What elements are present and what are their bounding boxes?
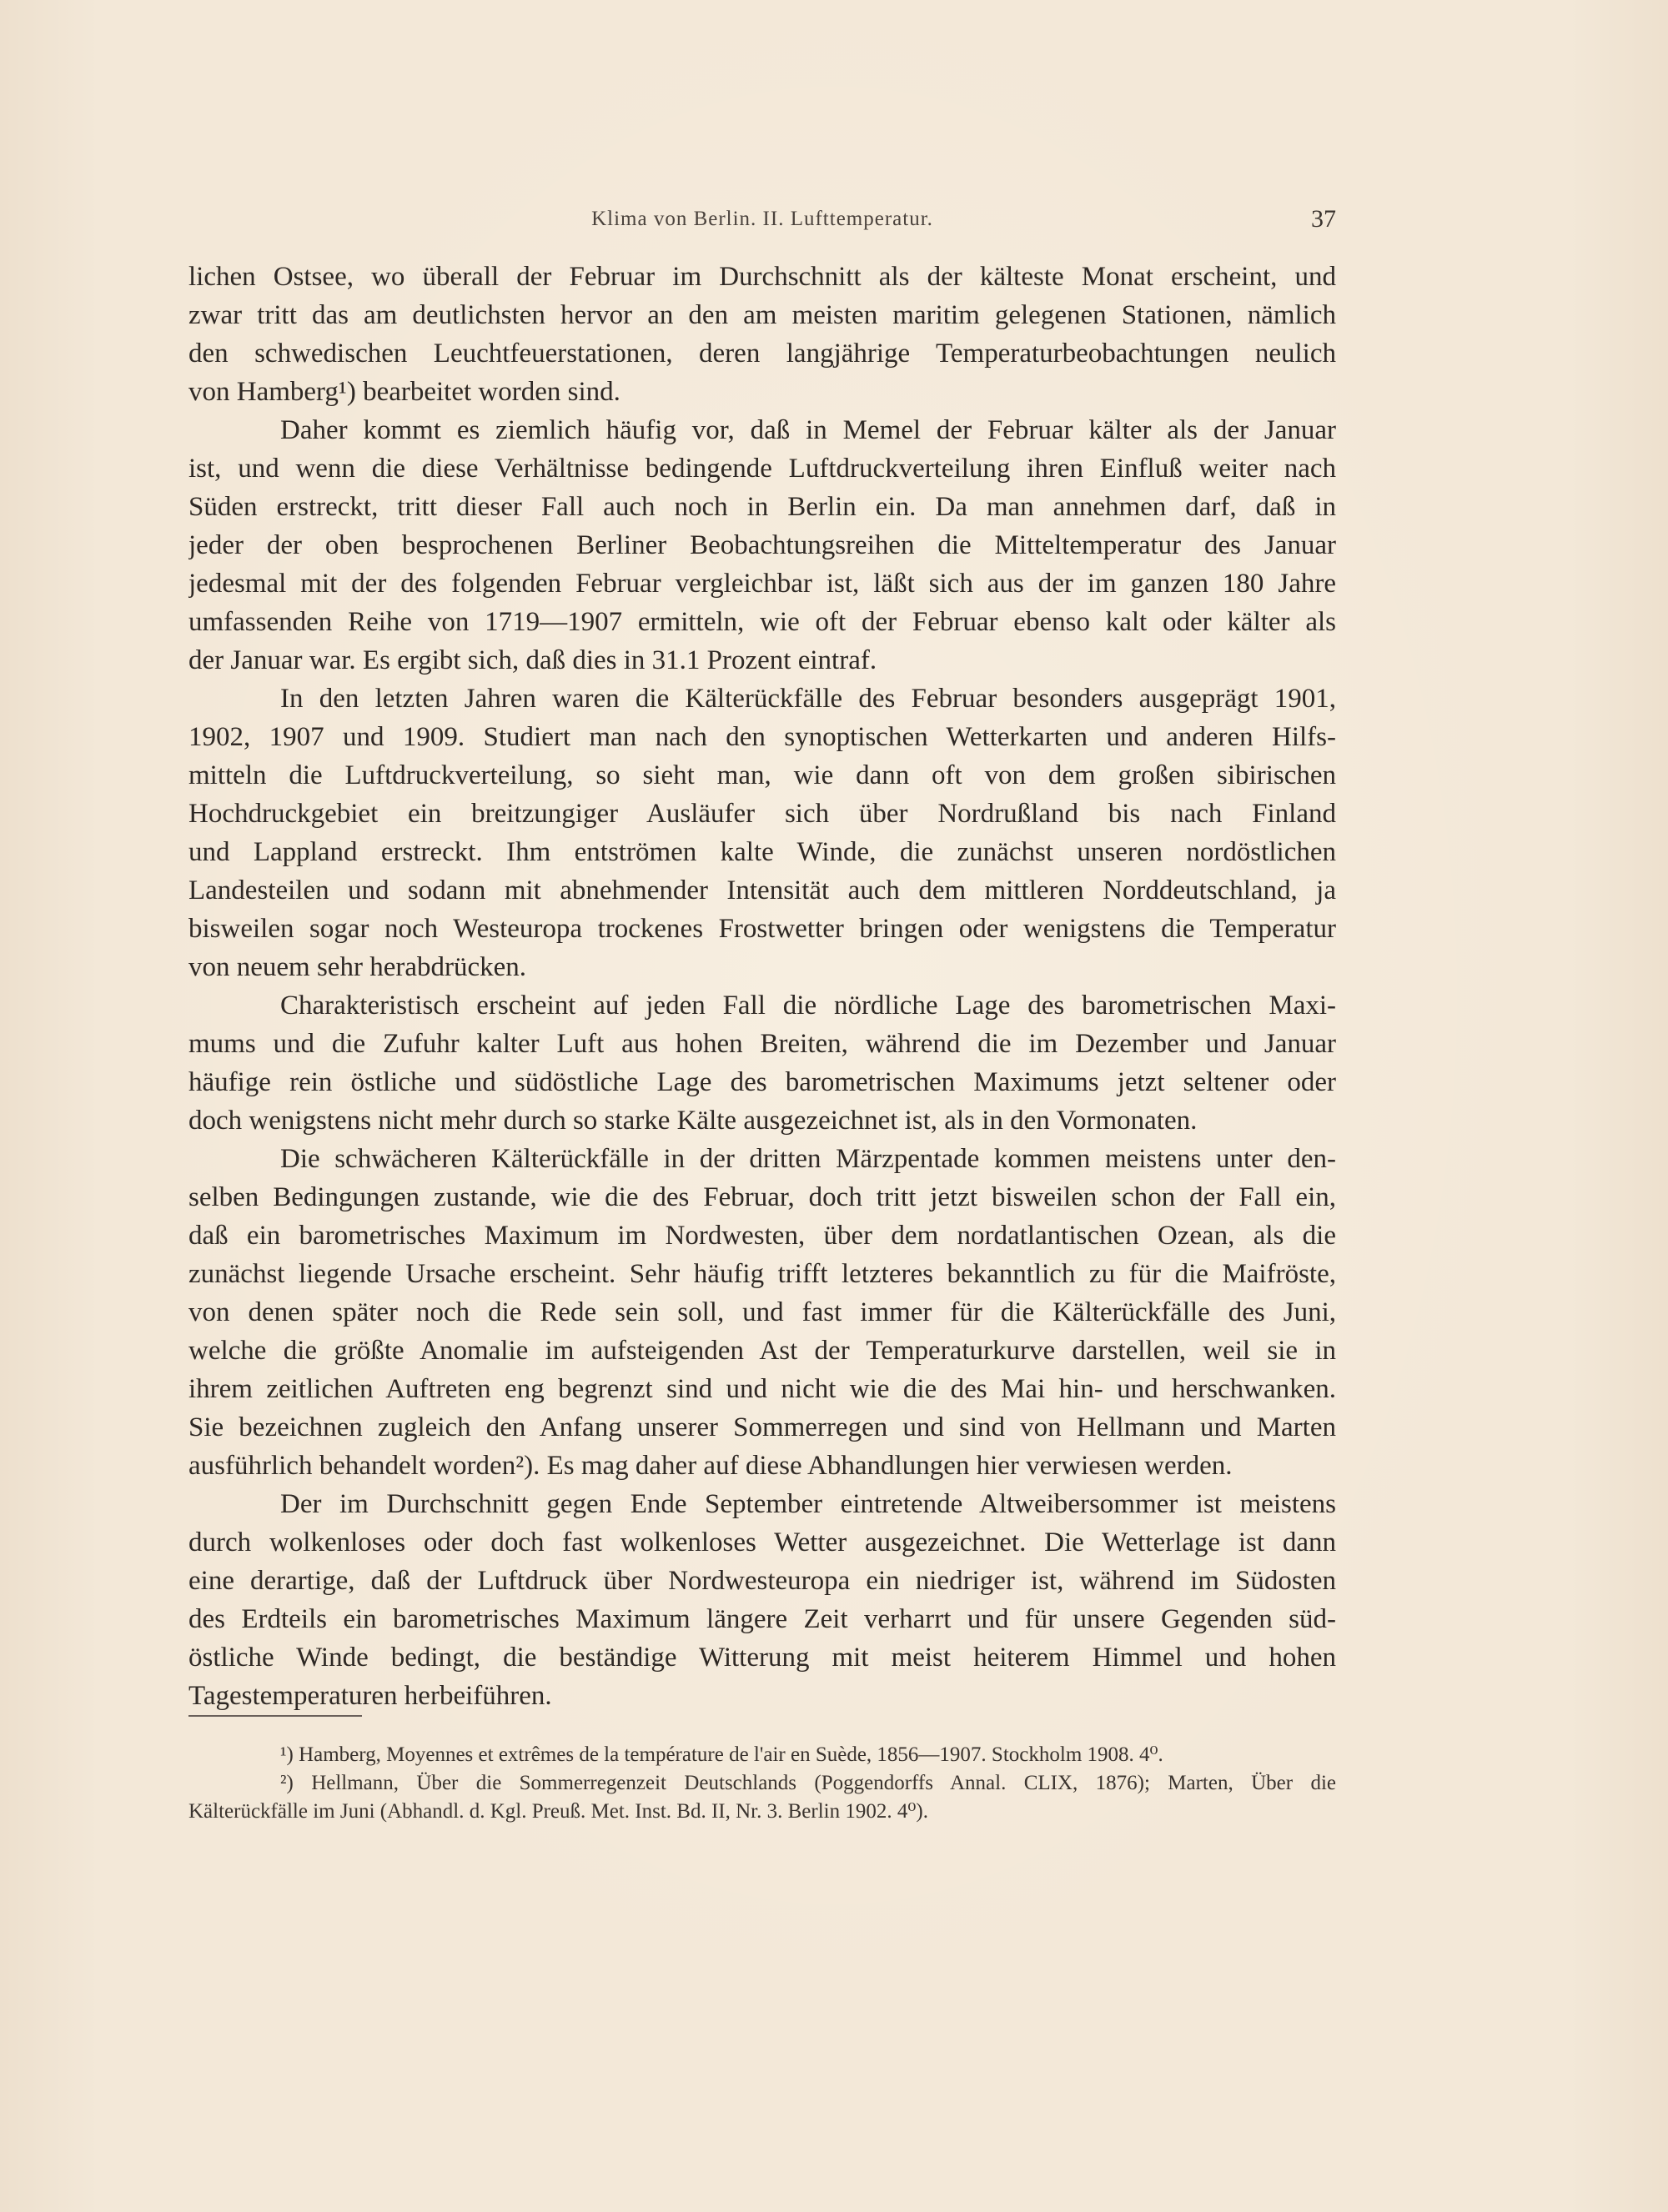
text-line: mums und die Zufuhr kalter Luft aus hohen Breiten, während die im Dezember und Januar	[188, 1029, 1336, 1059]
text-line: Süden erstreckt, tritt dieser Fall auch noch in Berlin ein. Da man annehmen darf, daß in	[188, 492, 1336, 522]
footnote-line: Kälterückfälle im Juni (Abhandl. d. Kgl. Preuß. Met. Inst. Bd. II, Nr. 3. Berlin 1902. 4⁰).	[188, 1800, 928, 1823]
text-line: durch wolkenloses oder doch fast wolkenloses Wetter ausgezeichnet. Die Wetterlage ist dann	[188, 1527, 1336, 1557]
text-line: eine derartige, daß der Luftdruck über Nordwesteuropa ein niedriger ist, während im Südosten	[188, 1566, 1336, 1596]
text-line: daß ein barometrisches Maximum im Nordwesten, über dem nordatlantischen Ozean, als die	[188, 1221, 1336, 1251]
text-line: lichen Ostsee, wo überall der Februar im Durchschnitt als der kälteste Monat erscheint, und	[188, 262, 1336, 292]
paragraph-3	[188, 680, 1336, 986]
footnote-line: ²) Hellmann, Über die Sommerregenzeit Deutschlands (Poggendorffs Annal. CLIX, 1876); Marten, Über die	[280, 1772, 1336, 1794]
text-line: Landesteilen und sodann mit abnehmender Intensität auch dem mittleren Norddeutschland, ja	[188, 875, 1336, 905]
page-header	[188, 203, 1336, 236]
text-line: ist, und wenn die diese Verhältnisse bedingende Luftdruckverteilung ihren Einfluß weiter nach	[188, 454, 1336, 484]
text-line: der Januar war. Es ergibt sich, daß dies in 31.1 Prozent eintraf.	[188, 645, 877, 675]
paragraph-1	[188, 258, 1336, 411]
text-line: zwar tritt das am deutlichsten hervor an den am meisten maritim gelegenen Stationen, nämlich	[188, 300, 1336, 330]
text-line: Charakteristisch erscheint auf jeden Fall die nördliche Lage des barometrischen Maxi-	[280, 991, 1336, 1021]
footnote-rule	[188, 1715, 362, 1717]
text-line: ihrem zeitlichen Auftreten eng begrenzt sind und nicht wie die des Mai hin- und herschwanken.	[188, 1374, 1336, 1404]
text-line: jeder der oben besprochenen Berliner Beobachtungsreihen die Mitteltemperatur des Januar	[188, 530, 1336, 560]
paragraph-4	[188, 986, 1336, 1140]
footnote-1	[188, 1741, 1336, 1769]
text-line: häufige rein östliche und südöstliche Lage des barometrischen Maximums jetzt seltener oder	[188, 1067, 1336, 1097]
text-line: doch wenigstens nicht mehr durch so starke Kälte ausgezeichnet ist, als in den Vormonaten.	[188, 1106, 1198, 1136]
text-line: welche die größte Anomalie im aufsteigenden Ast der Temperaturkurve darstellen, weil sie in	[188, 1336, 1336, 1366]
text-line: östliche Winde bedingt, die beständige Witterung mit meist heiterem Himmel und hohen	[188, 1643, 1336, 1673]
text-line: zunächst liegende Ursache erscheint. Sehr häufig trifft letzteres bekanntlich zu für die Maifröste,	[188, 1259, 1336, 1289]
text-line: und Lappland erstreckt. Ihm entströmen kalte Winde, die zunächst unseren nordöstlichen	[188, 837, 1336, 867]
text-line: Die schwächeren Kälterückfälle in der dritten Märzpentade kommen meistens unter den-	[280, 1144, 1336, 1174]
text-line: mitteln die Luftdruckverteilung, so sieht man, wie dann oft von dem großen sibirischen	[188, 760, 1336, 790]
text-line: Daher kommt es ziemlich häufig vor, daß in Memel der Februar kälter als der Januar	[280, 415, 1336, 445]
footnotes	[188, 1741, 1336, 1826]
text-line: von Hamberg¹) bearbeitet worden sind.	[188, 377, 620, 407]
paragraph-5	[188, 1140, 1336, 1485]
text-line: jedesmal mit der des folgenden Februar vergleichbar ist, läßt sich aus der im ganzen 180 Jahre	[188, 569, 1336, 599]
text-line: bisweilen sogar noch Westeuropa trockenes Frostwetter bringen oder wenigstens die Temperatur	[188, 914, 1336, 944]
text-line: des Erdteils ein barometrisches Maximum längere Zeit verharrt und für unsere Gegenden süd-	[188, 1604, 1336, 1634]
text-line: selben Bedingungen zustande, wie die des Februar, doch tritt jetzt bisweilen schon der Fall ein,	[188, 1182, 1336, 1212]
text-line: von neuem sehr herabdrücken.	[188, 952, 527, 982]
page-number: 37	[1311, 205, 1336, 233]
text-line: den schwedischen Leuchtfeuerstationen, deren langjährige Temperaturbeobachtungen neulich	[188, 339, 1336, 369]
footnote-line: ¹) Hamberg, Moyennes et extrêmes de la température de l'air en Suède, 1856—1907. Stockholm 1908. 4⁰.	[280, 1743, 1163, 1766]
text-line: Der im Durchschnitt gegen Ende September eintretende Altweibersommer ist meistens	[280, 1489, 1336, 1519]
footnote-2	[188, 1769, 1336, 1826]
text-line: In den letzten Jahren waren die Kälterückfälle des Februar besonders ausgeprägt 1901,	[280, 684, 1336, 714]
text-line: ausführlich behandelt worden²). Es mag daher auf diese Abhandlungen hier verwiesen werden.	[188, 1451, 1233, 1481]
text-line: Hochdruckgebiet ein breitzungiger Ausläufer sich über Nordrußland bis nach Finland	[188, 799, 1336, 829]
paragraph-6	[188, 1485, 1336, 1715]
text-line: umfassenden Reihe von 1719—1907 ermitteln, wie oft der Februar ebenso kalt oder kälter als	[188, 607, 1336, 637]
running-head: Klima von Berlin. II. Lufttemperatur.	[591, 208, 933, 230]
paragraph-2	[188, 411, 1336, 680]
text-line: von denen später noch die Rede sein soll, und fast immer für die Kälterückfälle des Juni,	[188, 1297, 1336, 1327]
text-line: Sie bezeichnen zugleich den Anfang unserer Sommerregen und sind von Hellmann und Marten	[188, 1412, 1336, 1442]
text-line: Tagestemperaturen herbeiführen.	[188, 1681, 552, 1711]
body-text	[188, 258, 1336, 1715]
text-line: 1902, 1907 und 1909. Studiert man nach den synoptischen Wetterkarten und anderen Hilfs-	[188, 722, 1336, 752]
